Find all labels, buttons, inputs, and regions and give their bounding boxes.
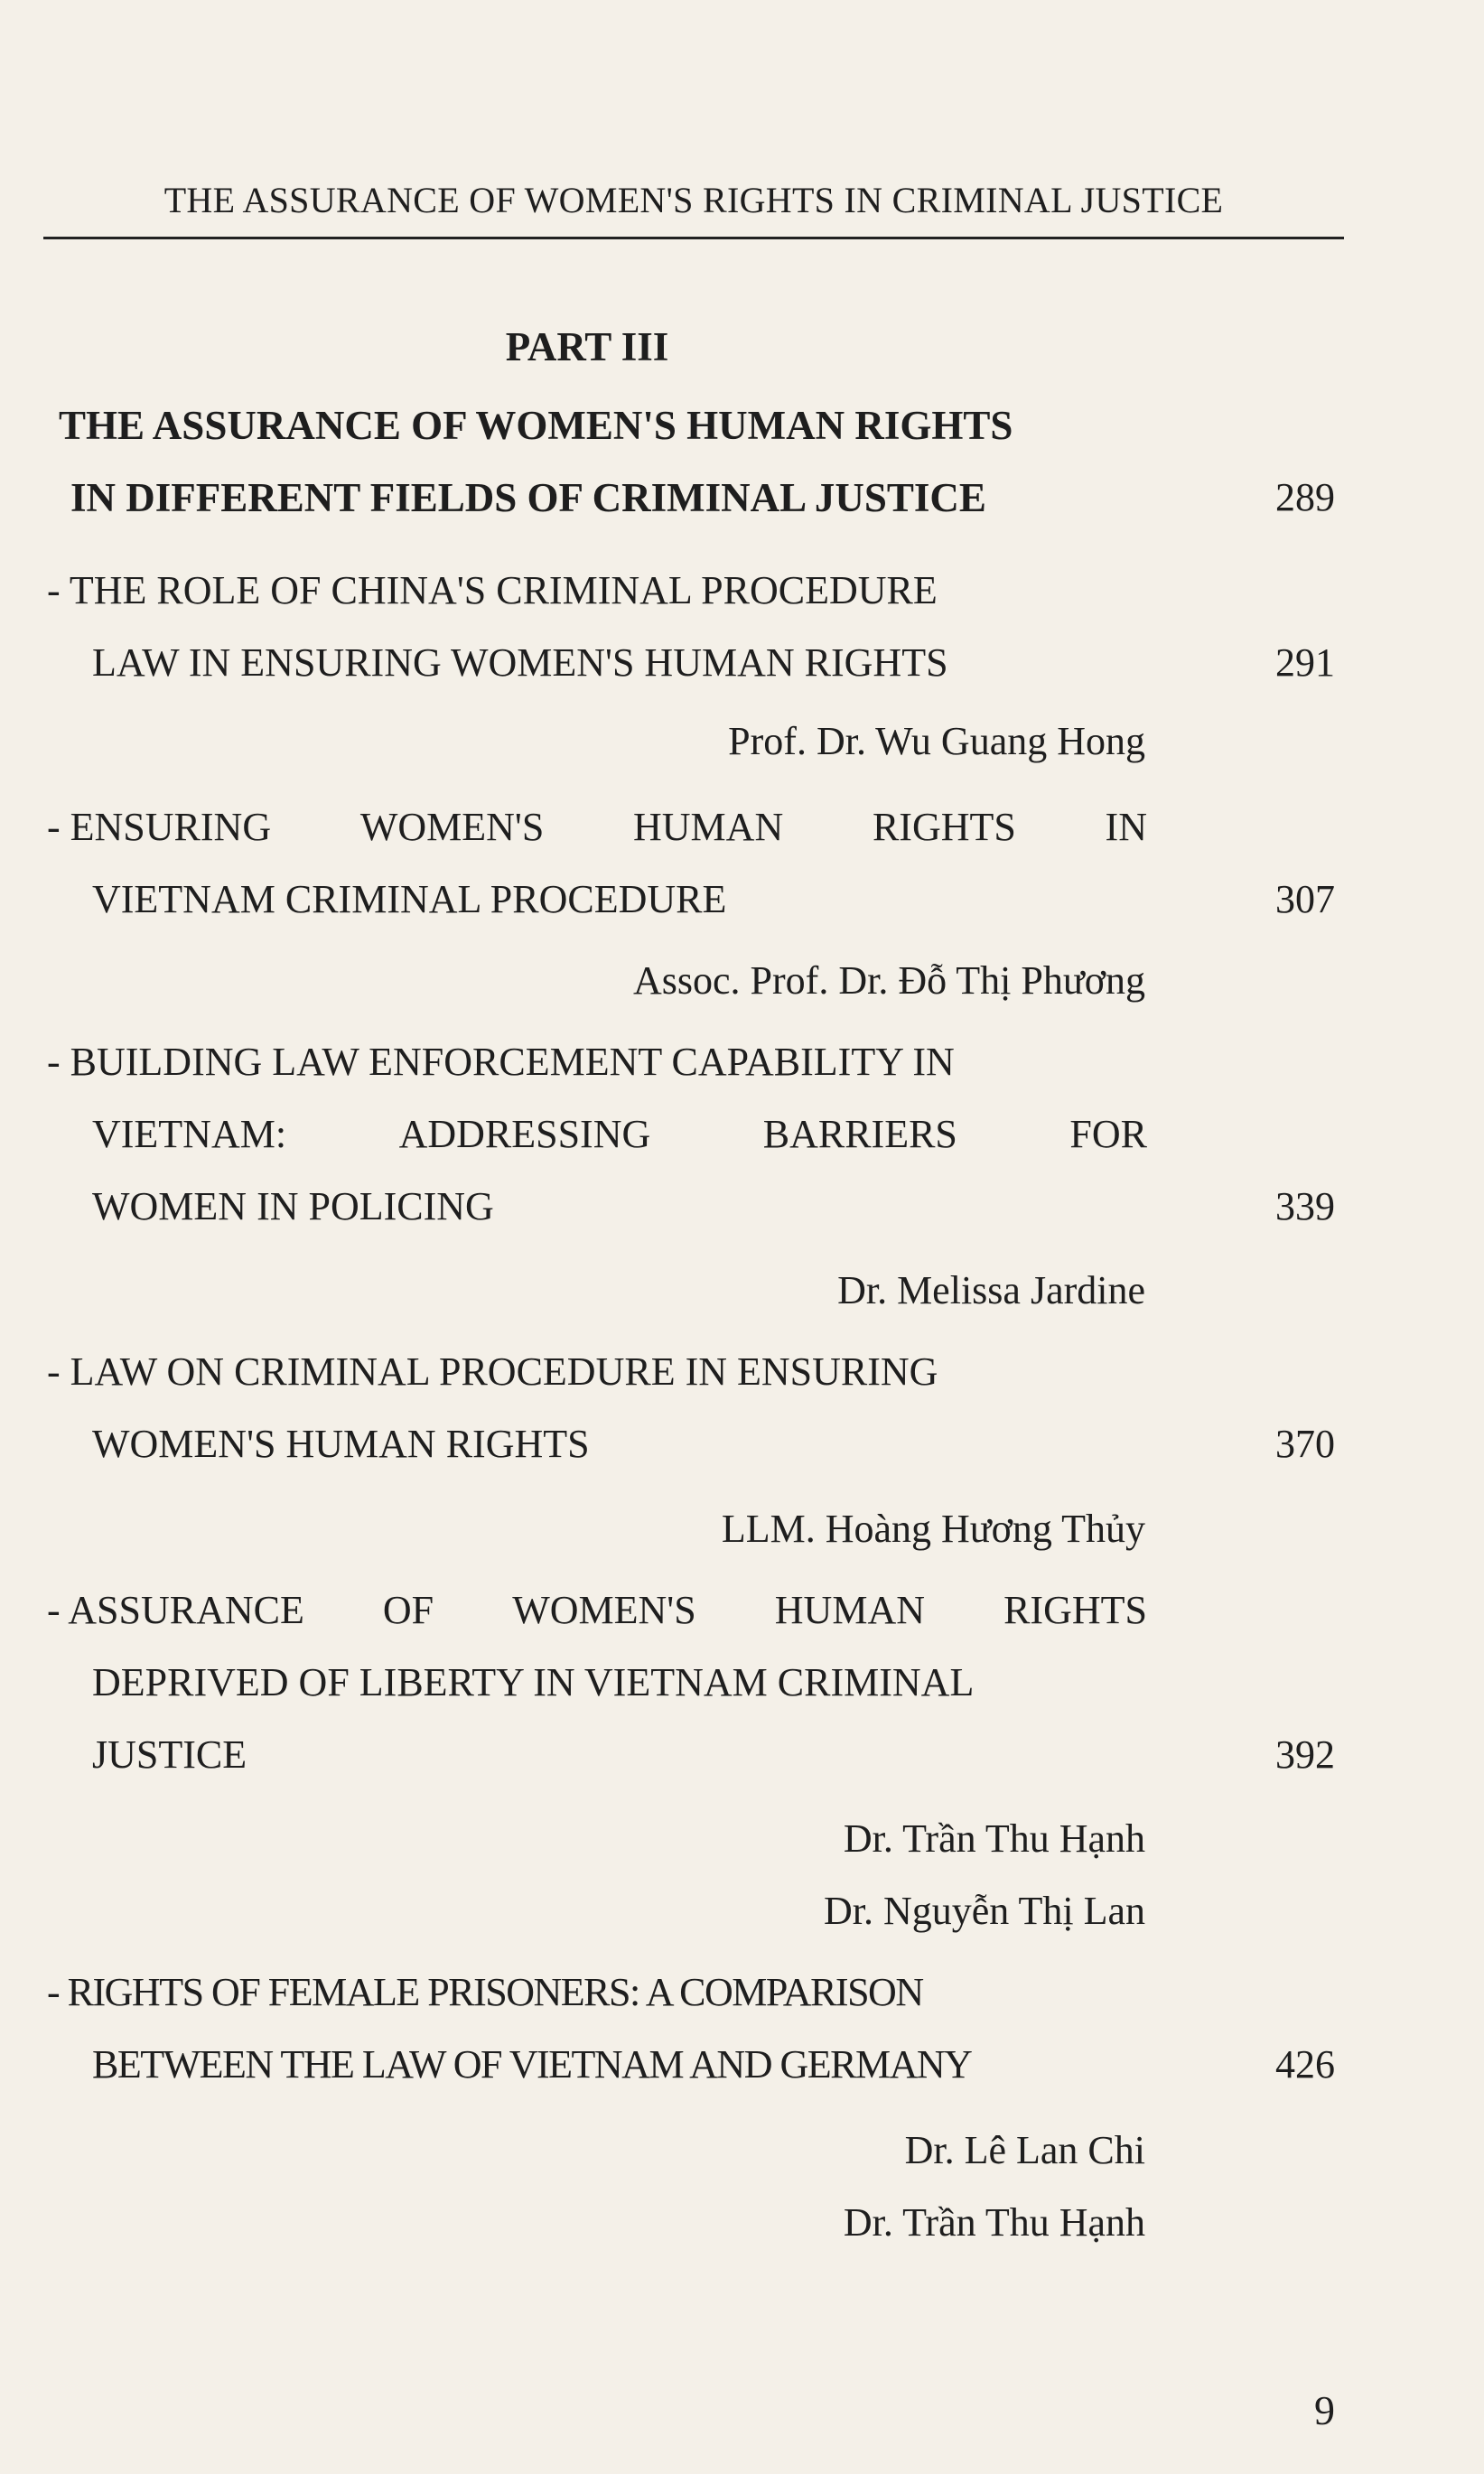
word: RIGHTS: [872, 805, 1016, 849]
word: HUMAN: [774, 1588, 925, 1632]
entry-line: - THE ROLE OF CHINA'S CRIMINAL PROCEDURE: [47, 568, 938, 612]
entry-line: - BUILDING LAW ENFORCEMENT CAPABILITY IN: [47, 1040, 955, 1084]
entry-line: WOMEN'S HUMAN RIGHTS: [92, 1422, 590, 1466]
entry-line: DEPRIVED OF LIBERTY IN VIETNAM CRIMINAL: [92, 1660, 975, 1704]
word: FOR: [1069, 1112, 1147, 1156]
entry-author: Dr. Trần Thu Hạnh: [843, 2200, 1145, 2245]
word: HUMAN: [633, 805, 784, 849]
entry-line: VIETNAM CRIMINAL PROCEDURE: [92, 877, 727, 921]
word: WOMEN'S: [512, 1588, 696, 1632]
entry-line: LAW IN ENSURING WOMEN'S HUMAN RIGHTS: [92, 640, 948, 685]
entry-author: Dr. Trần Thu Hạnh: [843, 1816, 1145, 1861]
entry-page-number: 392: [1275, 1732, 1335, 1777]
word: VIETNAM:: [92, 1112, 287, 1156]
entry-page-number: 426: [1275, 2042, 1335, 2087]
entry-author: Assoc. Prof. Dr. Đỗ Thị Phương: [633, 958, 1145, 1003]
word: RIGHTS: [1003, 1588, 1147, 1632]
entry-line: - LAW ON CRIMINAL PROCEDURE IN ENSURING: [47, 1349, 938, 1394]
header-rule: [43, 237, 1344, 239]
part-page-number: 289: [1275, 475, 1335, 519]
entry-author: Dr. Lê Lan Chi: [904, 2128, 1145, 2172]
entry-line: JUSTICE: [92, 1732, 247, 1777]
entry-page-number: 291: [1275, 640, 1335, 685]
page-number: 9: [1314, 2387, 1335, 2433]
word: OF: [382, 1588, 434, 1632]
part-title-line2: IN DIFFERENT FIELDS OF CRIMINAL JUSTICE: [70, 475, 986, 520]
entry-author: LLM. Hoàng Hương Thủy: [721, 1507, 1145, 1551]
word: - ASSURANCE: [47, 1588, 304, 1632]
entry-line: BETWEEN THE LAW OF VIETNAM AND GERMANY: [92, 2042, 972, 2087]
entry-author: Dr. Melissa Jardine: [837, 1268, 1145, 1312]
entry-line-justified: [92, 1111, 1147, 1157]
entry-author: Prof. Dr. Wu Guang Hong: [728, 719, 1145, 763]
entry-page-number: 370: [1275, 1422, 1335, 1466]
word: ADDRESSING: [398, 1112, 651, 1156]
word: BARRIERS: [762, 1112, 957, 1156]
entry-line-justified: [47, 1587, 1147, 1633]
entry-page-number: 307: [1275, 877, 1335, 921]
entry-line: - RIGHTS OF FEMALE PRISONERS: A COMPARISON: [47, 1970, 923, 2014]
word: IN: [1105, 805, 1147, 849]
word: WOMEN'S: [359, 805, 545, 849]
entry-line: WOMEN IN POLICING: [92, 1184, 494, 1228]
entry-page-number: 339: [1275, 1184, 1335, 1228]
running-header: THE ASSURANCE OF WOMEN'S RIGHTS IN CRIMINAL JUSTICE: [163, 180, 1224, 220]
part-title-line1: THE ASSURANCE OF WOMEN'S HUMAN RIGHTS: [59, 403, 1013, 448]
entry-line-justified: [47, 804, 1147, 850]
entry-author: Dr. Nguyễn Thị Lan: [823, 1889, 1145, 1933]
word: - ENSURING: [47, 805, 272, 849]
part-label: PART III: [505, 324, 669, 369]
